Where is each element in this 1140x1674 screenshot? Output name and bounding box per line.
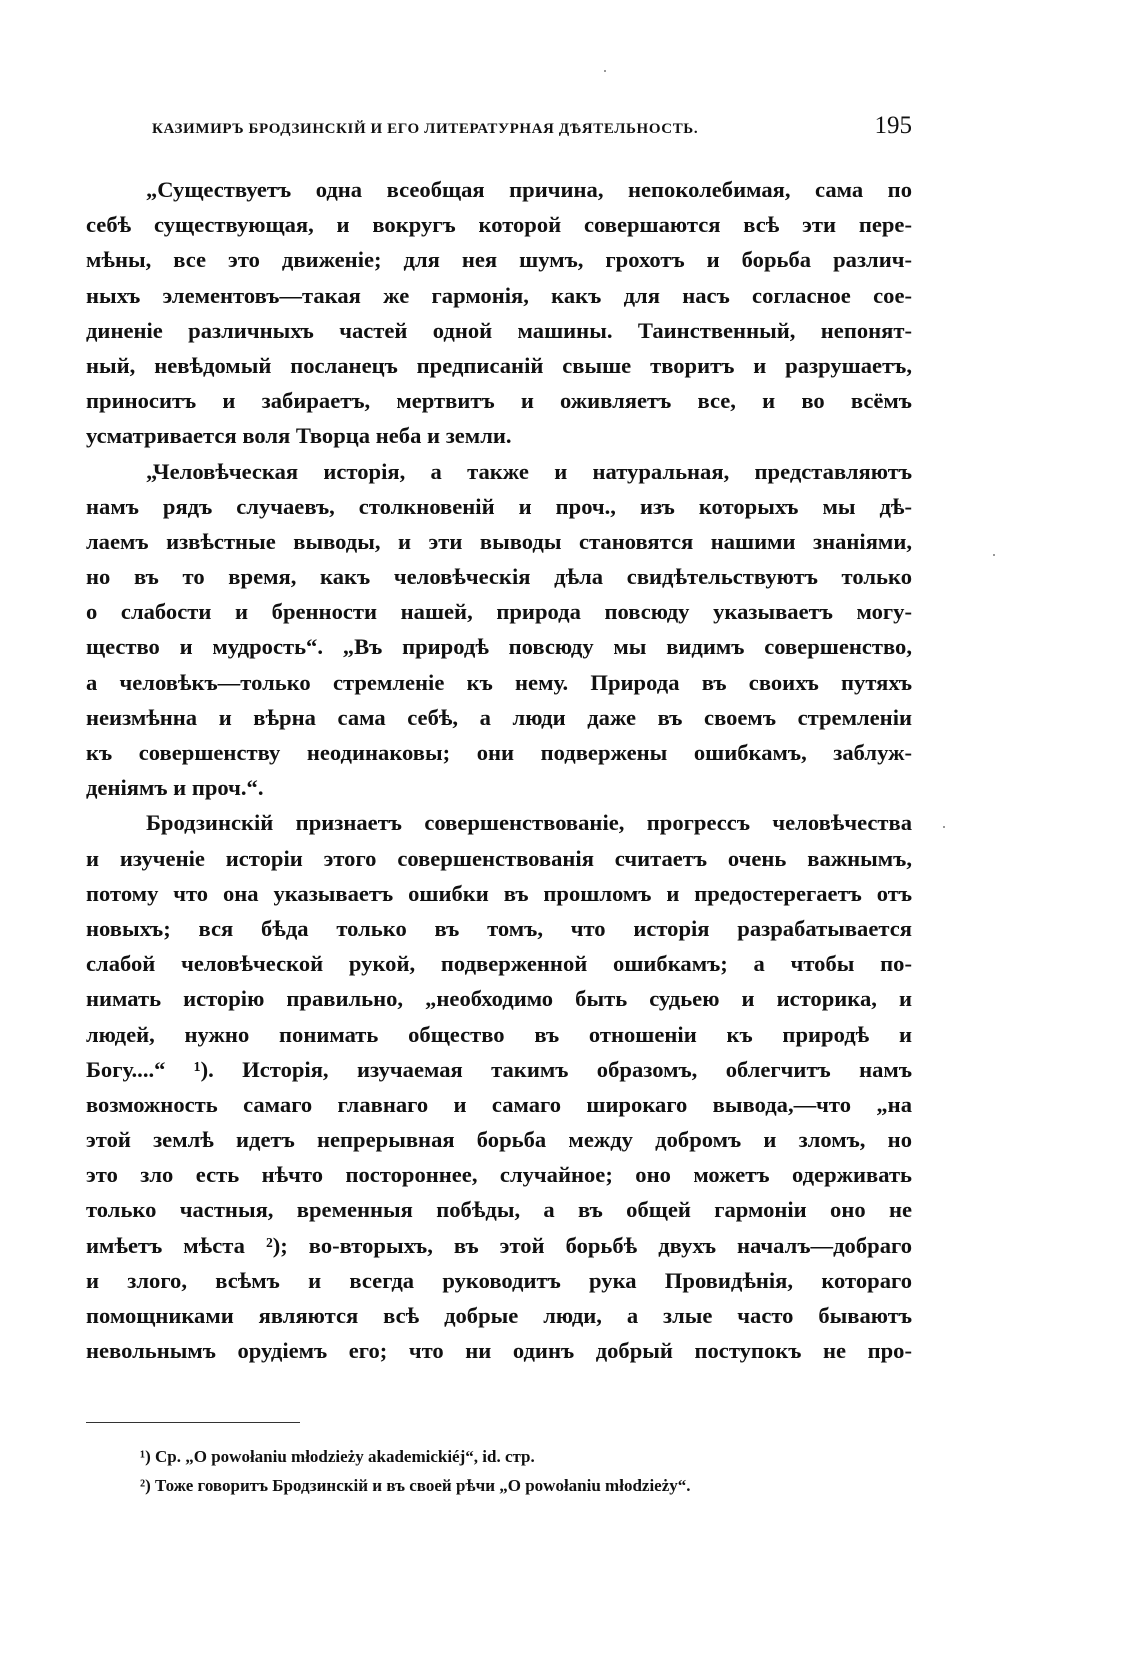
text-line: усматривается воля Творца неба и земли. (86, 423, 512, 449)
text-line: новыхъ; вся бѣда только въ томъ, что исторія разрабатывается (86, 915, 912, 941)
text-line: приноситъ и забираетъ, мертвитъ и оживляетъ все, и во всёмъ (86, 388, 912, 414)
text-line: но въ то время, какъ человѣческія дѣла свидѣтельствуютъ только (86, 564, 912, 590)
text-line: щество и мудрость“. „Въ природѣ повсюду мы видимъ совершенство, (86, 634, 912, 660)
footnote: ²) Тоже говоритъ Бродзинскій и въ своей рѣчи „O powołaniu młodzieży“. (140, 1476, 691, 1495)
text-line: лаемъ извѣстные выводы, и эти выводы становятся нашими знаніями, (86, 528, 912, 554)
text-line: „Человѣческая исторія, а также и натуральная, представляютъ (146, 458, 912, 484)
text-line: къ совершенству неодинаковы; они подвержены ошибкамъ, заблуж- (86, 740, 912, 765)
text-line: о слабости и бренности нашей, природа повсюду указываетъ могу- (86, 599, 912, 625)
text-line: диненіе различныхъ частей одной машины. Таинственный, непонят- (86, 317, 912, 343)
text-line: Богу....“ ¹). Исторія, изучаемая такимъ образомъ, облегчитъ намъ (86, 1056, 912, 1082)
text-line: потому что она указываетъ ошибки въ прошломъ и предостерегаетъ отъ (86, 880, 912, 906)
text-line: возможность самаго главнаго и самаго широкаго вывода,—что „на (86, 1091, 912, 1117)
text-line: имѣетъ мѣста ²); во-вторыхъ, въ этой борьбѣ двухъ началъ—добраго (86, 1232, 912, 1258)
text-line: ный, невѣдомый посланецъ предписаній свыше творитъ и разрушаетъ, (86, 352, 912, 378)
text-line: ныхъ элементовъ—такая же гармонія, какъ для насъ согласное сое- (86, 282, 912, 308)
body-text (86, 172, 912, 1368)
text-line: помощниками являются всѣ добрые люди, а злые часто бываютъ (86, 1303, 912, 1328)
page-header (152, 112, 912, 140)
footnotes (140, 1442, 900, 1500)
text-line: и изученіе исторіи этого совершенствованія считаетъ очень важнымъ, (86, 845, 912, 871)
text-line: а человѣкъ—только стремленіе къ нему. Природа въ своихъ путяхъ (86, 669, 912, 695)
text-line: людей, нужно понимать общество въ отношеніи къ природѣ и (86, 1021, 912, 1047)
text-line: нимать исторію правильно, „необходимо быть судьею и историка, и (86, 986, 912, 1012)
text-line: это зло есть нѣчто постороннее, случайное; оно можетъ одерживать (86, 1162, 912, 1188)
footnote: ¹) Ср. „O powołaniu młodzieży akademickiéj“, id. стр. (140, 1447, 535, 1466)
text-line: слабой человѣческой рукой, подверженной ошибкамъ; а чтобы по- (86, 951, 912, 977)
text-line: „Существуетъ одна всеобщая причина, непоколебимая, сама по (146, 177, 912, 202)
scan-speck (604, 70, 606, 72)
text-line: намъ рядъ случаевъ, столкновеній и проч., изъ которыхъ мы дѣ- (86, 493, 912, 519)
running-title: КАЗИМИРЪ БРОДЗИНСКІЙ И ЕГО ЛИТЕРАТУРНАЯ ДѢЯТЕЛЬНОСТЬ. (152, 121, 699, 137)
text-line: деніямъ и проч.“. (86, 775, 264, 801)
text-line: мѣны, все это движеніе; для нея шумъ, грохотъ и борьба различ- (86, 247, 912, 273)
text-line: и злого, всѣмъ и всегда руководитъ рука Провидѣнія, котораго (86, 1267, 912, 1293)
scan-speck (993, 554, 995, 556)
text-line: неизмѣнна и вѣрна сама себѣ, а люди даже въ своемъ стремленіи (86, 704, 912, 730)
text-line: себѣ существующая, и вокругъ которой совершаются всѣ эти пере- (86, 212, 912, 238)
scan-speck (943, 826, 945, 828)
footnote-divider (86, 1422, 300, 1423)
text-line: только частныя, временныя побѣды, а въ общей гармоніи оно не (86, 1197, 912, 1223)
page-number: 195 (874, 112, 912, 139)
text-line: невольнымъ орудіемъ его; что ни одинъ добрый поступокъ не про- (86, 1338, 912, 1364)
text-line: этой землѣ идетъ непрерывная борьба между добромъ и зломъ, но (86, 1127, 912, 1153)
text-line: Бродзинскій признаетъ совершенствованіе, прогрессъ человѣчества (146, 810, 912, 836)
